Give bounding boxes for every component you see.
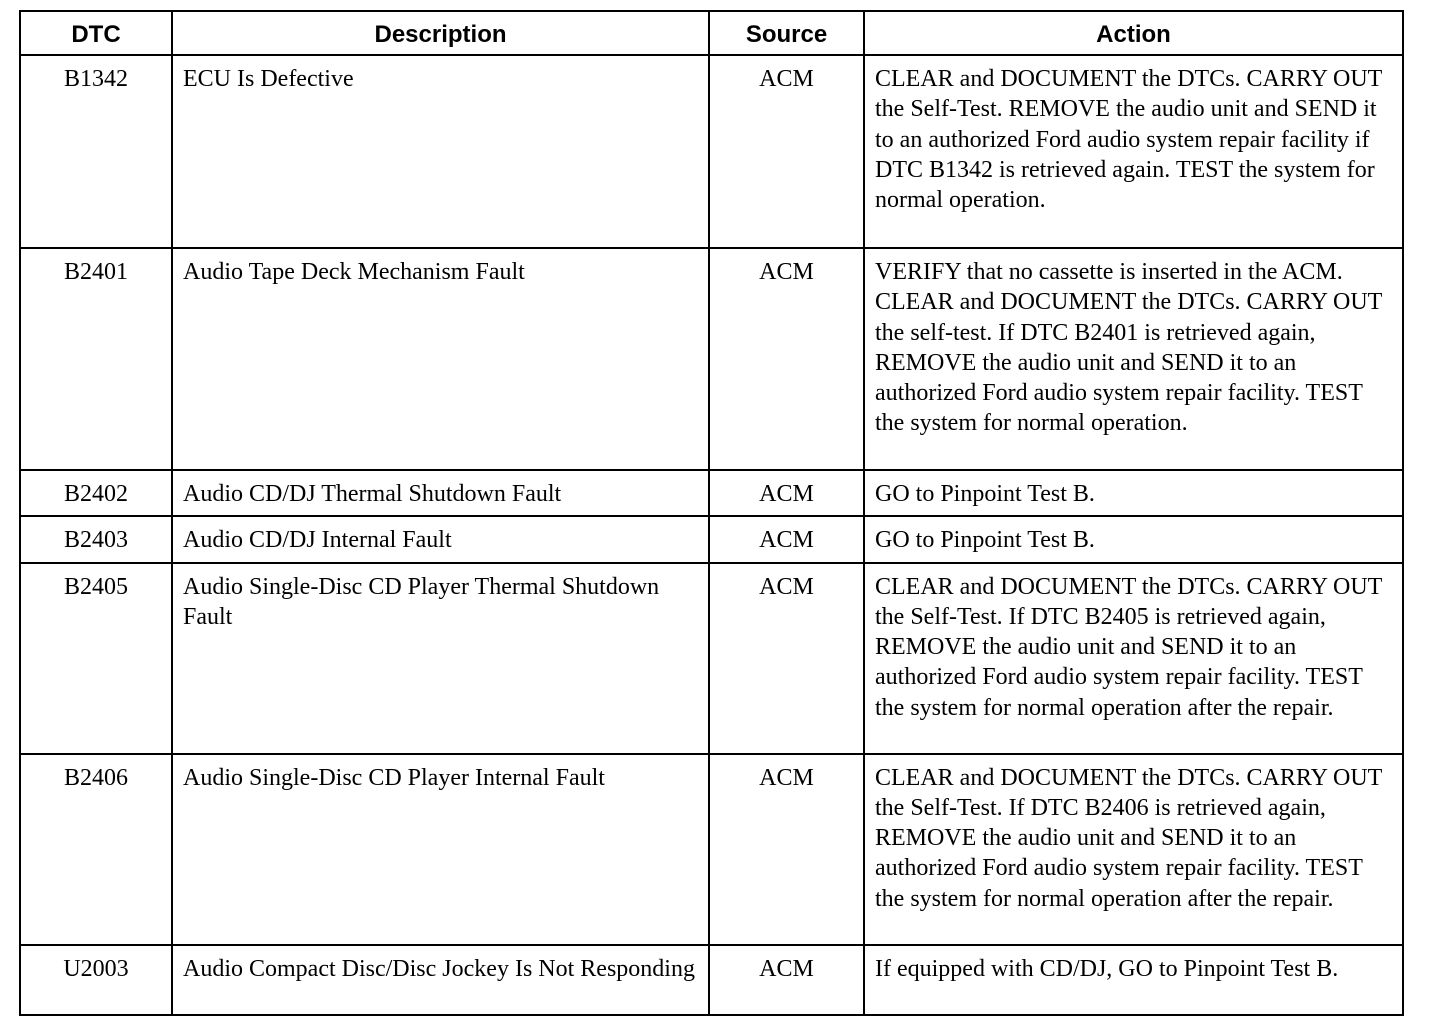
dtc-code: U2003 [20, 945, 172, 1015]
dtc-source: ACM [709, 945, 864, 1015]
dtc-table [19, 10, 1404, 1016]
dtc-source: ACM [709, 563, 864, 754]
dtc-code: B2401 [20, 248, 172, 470]
dtc-action: GO to Pinpoint Test B. [864, 516, 1403, 562]
header-dtc: DTC [20, 11, 172, 55]
dtc-description: Audio Tape Deck Mechanism Fault [172, 248, 709, 470]
table-row [20, 945, 1403, 1015]
dtc-code: B2402 [20, 470, 172, 516]
header-action: Action [864, 11, 1403, 55]
table-body [20, 55, 1403, 1015]
dtc-action: VERIFY that no cassette is inserted in the ACM. CLEAR and DOCUMENT the DTCs. CARRY OUT the self-test. If DTC B2401 is retrieved again, REMOVE the audio unit and SEND it to an authorized Ford audio system repair facility. TEST the system for normal operation. [864, 248, 1403, 470]
dtc-action: CLEAR and DOCUMENT the DTCs. CARRY OUT the Self-Test. REMOVE the audio unit and SEND it to an authorized Ford audio system repair facility if DTC B1342 is retrieved again. TEST the system for normal operation. [864, 55, 1403, 248]
dtc-code: B2405 [20, 563, 172, 754]
table-row [20, 248, 1403, 470]
dtc-source: ACM [709, 516, 864, 562]
dtc-description: Audio CD/DJ Thermal Shutdown Fault [172, 470, 709, 516]
header-source: Source [709, 11, 864, 55]
dtc-action: If equipped with CD/DJ, GO to Pinpoint Test B. [864, 945, 1403, 1015]
table-row [20, 470, 1403, 516]
dtc-description: Audio Single-Disc CD Player Thermal Shutdown Fault [172, 563, 709, 754]
table-row [20, 55, 1403, 248]
dtc-action: CLEAR and DOCUMENT the DTCs. CARRY OUT the Self-Test. If DTC B2406 is retrieved again, REMOVE the audio unit and SEND it to an authorized Ford audio system repair facility. TEST the system for normal operation after the repair. [864, 754, 1403, 945]
dtc-action: GO to Pinpoint Test B. [864, 470, 1403, 516]
dtc-description: Audio CD/DJ Internal Fault [172, 516, 709, 562]
table-row [20, 563, 1403, 754]
dtc-action: CLEAR and DOCUMENT the DTCs. CARRY OUT the Self-Test. If DTC B2405 is retrieved again, REMOVE the audio unit and SEND it to an authorized Ford audio system repair facility. TEST the system for normal operation after the repair. [864, 563, 1403, 754]
table-row [20, 754, 1403, 945]
table-header [20, 11, 1403, 55]
dtc-description: Audio Compact Disc/Disc Jockey Is Not Responding [172, 945, 709, 1015]
header-row [20, 11, 1403, 55]
dtc-source: ACM [709, 754, 864, 945]
dtc-source: ACM [709, 248, 864, 470]
dtc-code: B2403 [20, 516, 172, 562]
dtc-table-container [19, 10, 1402, 1016]
dtc-code: B1342 [20, 55, 172, 248]
dtc-source: ACM [709, 470, 864, 516]
header-description: Description [172, 11, 709, 55]
dtc-source: ACM [709, 55, 864, 248]
dtc-description: Audio Single-Disc CD Player Internal Fault [172, 754, 709, 945]
table-row [20, 516, 1403, 562]
dtc-code: B2406 [20, 754, 172, 945]
dtc-description: ECU Is Defective [172, 55, 709, 248]
